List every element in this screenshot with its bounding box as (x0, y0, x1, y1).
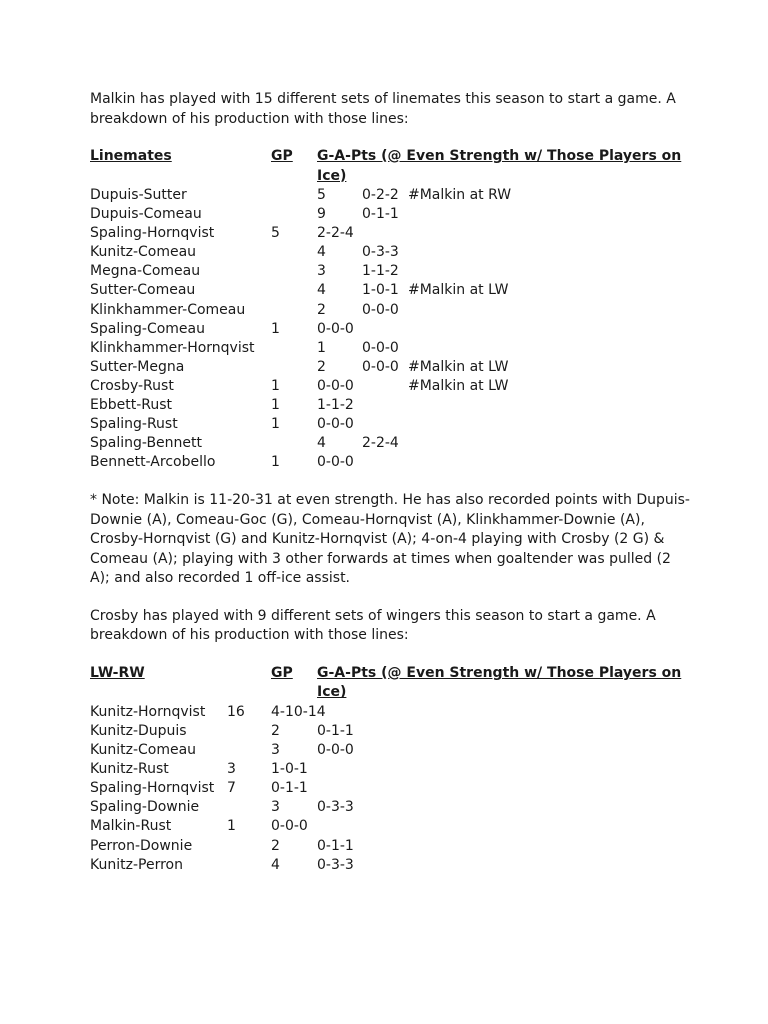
cell-gp: 1 (271, 454, 280, 471)
table-row (90, 779, 690, 798)
header-lw-rw: LW-RW (90, 664, 145, 681)
table-row (90, 856, 690, 875)
crosby-intro-paragraph: Crosby has played with 9 different sets of wingers this season to start a game. A breakdown of his production with those lines: (90, 607, 656, 644)
cell-value-1: 0-0-0 (317, 320, 354, 337)
header-gp: GP (271, 664, 293, 681)
table-row (90, 817, 690, 836)
cell-linemates: Sutter-Comeau (90, 282, 196, 299)
cell-gp: 1 (271, 377, 280, 394)
cell-value-1: 3 (317, 263, 326, 280)
malkin-linemates-table (90, 147, 690, 472)
cell-linemates: Kunitz-Comeau (90, 742, 197, 759)
cell-linemates: Perron-Downie (90, 837, 193, 854)
cell-linemates: Kunitz-Dupuis (90, 723, 187, 739)
header-linemates: Linemates (90, 148, 172, 164)
malkin-intro-paragraph: Malkin has played with 15 different sets of linemates this season to start a game. A breakdown of his production with those lines: (90, 91, 676, 127)
cell-value-2: 0-0-0 (362, 339, 399, 356)
cell-value-1: 0-1-1 (271, 780, 308, 797)
cell-linemates: Crosby-Rust (90, 377, 174, 394)
cell-value-1: 2 (317, 358, 326, 375)
table-row (90, 320, 690, 339)
table-header (90, 147, 690, 186)
cell-value-2: 0-0-0 (317, 742, 354, 759)
cell-value-1: 2 (271, 837, 280, 854)
cell-linemates: Klinkhammer-Comeau (90, 301, 246, 318)
cell-value-1: 0-0-0 (317, 416, 354, 433)
cell-value-1: 4 (317, 435, 326, 452)
cell-value-1: 2 (317, 301, 326, 318)
crosby-wingers-table (90, 664, 690, 875)
table-row (90, 396, 690, 415)
document-page (90, 90, 690, 875)
cell-value-1: 4 (317, 282, 326, 299)
cell-value-1: 4 (317, 244, 326, 261)
table-row (90, 339, 690, 358)
table-row (90, 415, 690, 434)
table-row (90, 281, 690, 300)
cell-linemates: Spaling-Hornqvist (90, 225, 215, 242)
cell-value-2: 0-1-1 (362, 206, 399, 223)
cell-linemates: Kunitz-Comeau (90, 244, 197, 261)
cell-linemates: Spaling-Downie (90, 799, 200, 816)
cell-linemates: Kunitz-Hornqvist (90, 703, 206, 720)
table-header (90, 664, 690, 703)
cell-gp: 7 (227, 780, 236, 797)
cell-value-1: 3 (271, 799, 280, 816)
cell-value-1: 0-0-0 (271, 818, 308, 835)
table-row (90, 798, 690, 817)
cell-value-2: 2-2-4 (362, 435, 399, 452)
cell-gp: 1 (227, 818, 236, 835)
table-row (90, 837, 690, 856)
cell-value-1: 2 (271, 723, 280, 739)
cell-gp: 16 (227, 703, 245, 720)
table-row (90, 722, 690, 741)
cell-linemates: Dupuis-Sutter (90, 187, 187, 203)
cell-linemates: Klinkhammer-Hornqvist (90, 339, 255, 356)
cell-value-2: 0-1-1 (317, 837, 354, 854)
cell-value-2: 0-2-2 (362, 187, 399, 203)
cell-linemates: Kunitz-Rust (90, 761, 169, 778)
cell-value-2: 0-1-1 (317, 723, 354, 739)
header-g-a-pts: G-A-Pts (@ Even Strength w/ Those Players on Ice) (317, 148, 682, 184)
cell-note: #Malkin at LW (408, 282, 509, 299)
table-body (90, 703, 690, 875)
cell-value-1: 0-0-0 (317, 377, 354, 394)
cell-value-1: 1 (317, 339, 326, 356)
table-row (90, 434, 690, 453)
table-row (90, 243, 690, 262)
cell-linemates: Kunitz-Perron (90, 856, 183, 873)
cell-value-1: 9 (317, 206, 326, 223)
cell-linemates: Malkin-Rust (90, 818, 172, 835)
cell-value-1: 4-10-14 (271, 703, 326, 720)
cell-value-2: 0-0-0 (362, 358, 399, 375)
cell-linemates: Ebbett-Rust (90, 397, 173, 414)
cell-value-2: 0-3-3 (317, 799, 354, 816)
cell-linemates: Spaling-Rust (90, 416, 178, 433)
cell-linemates: Megna-Comeau (90, 263, 201, 280)
cell-linemates: Spaling-Hornqvist (90, 780, 215, 797)
cell-note: #Malkin at RW (408, 187, 512, 203)
cell-value-1: 4 (271, 856, 280, 873)
table-row (90, 358, 690, 377)
table-row (90, 741, 690, 760)
table-row (90, 453, 690, 472)
note-paragraph: * Note: Malkin is 11-20-31 at even strength. He has also recorded points with Dupuis-Downie (A), Comeau-Goc (G), Comeau-Hornqvist (A), Klinkhammer-Downie (A), Crosby-Hornqvist (G) and Kunitz-Hornqvist (A); 4-on-4 playing with Crosby (2 G) & Comeau (A); playing with 3 other forwards at times when goaltender was pulled (2 A); and also recorded 1 off-ice assist. (90, 492, 690, 587)
table-body (90, 186, 690, 472)
cell-value-2: 1-0-1 (362, 282, 399, 299)
cell-gp: 3 (227, 761, 236, 778)
cell-linemates: Spaling-Comeau (90, 320, 205, 337)
table-row (90, 262, 690, 281)
cell-value-1: 1-1-2 (317, 397, 354, 414)
cell-value-1: 1-0-1 (271, 761, 308, 778)
table-row (90, 703, 690, 722)
table-row (90, 301, 690, 320)
cell-linemates: Bennett-Arcobello (90, 454, 216, 471)
table-row (90, 186, 690, 205)
cell-linemates: Dupuis-Comeau (90, 206, 202, 223)
cell-value-1: 2-2-4 (317, 225, 354, 242)
table-row (90, 205, 690, 224)
cell-gp: 5 (271, 225, 280, 242)
cell-value-1: 5 (317, 187, 326, 203)
table-row (90, 760, 690, 779)
cell-value-2: 0-3-3 (362, 244, 399, 261)
cell-value-2: 0-0-0 (362, 301, 399, 318)
cell-value-1: 0-0-0 (317, 454, 354, 471)
header-g-a-pts: G-A-Pts (@ Even Strength w/ Those Players on Ice) (317, 664, 682, 701)
cell-note: #Malkin at LW (408, 358, 509, 375)
table-row (90, 224, 690, 243)
cell-value-2: 1-1-2 (362, 263, 399, 280)
cell-linemates: Spaling-Bennett (90, 435, 202, 452)
cell-gp: 1 (271, 397, 280, 414)
table-row (90, 377, 690, 396)
cell-value-1: 3 (271, 742, 280, 759)
cell-gp: 1 (271, 416, 280, 433)
cell-value-2: 0-3-3 (317, 856, 354, 873)
header-gp: GP (271, 148, 293, 164)
cell-gp: 1 (271, 320, 280, 337)
cell-linemates: Sutter-Megna (90, 358, 185, 375)
cell-note: #Malkin at LW (408, 377, 509, 394)
